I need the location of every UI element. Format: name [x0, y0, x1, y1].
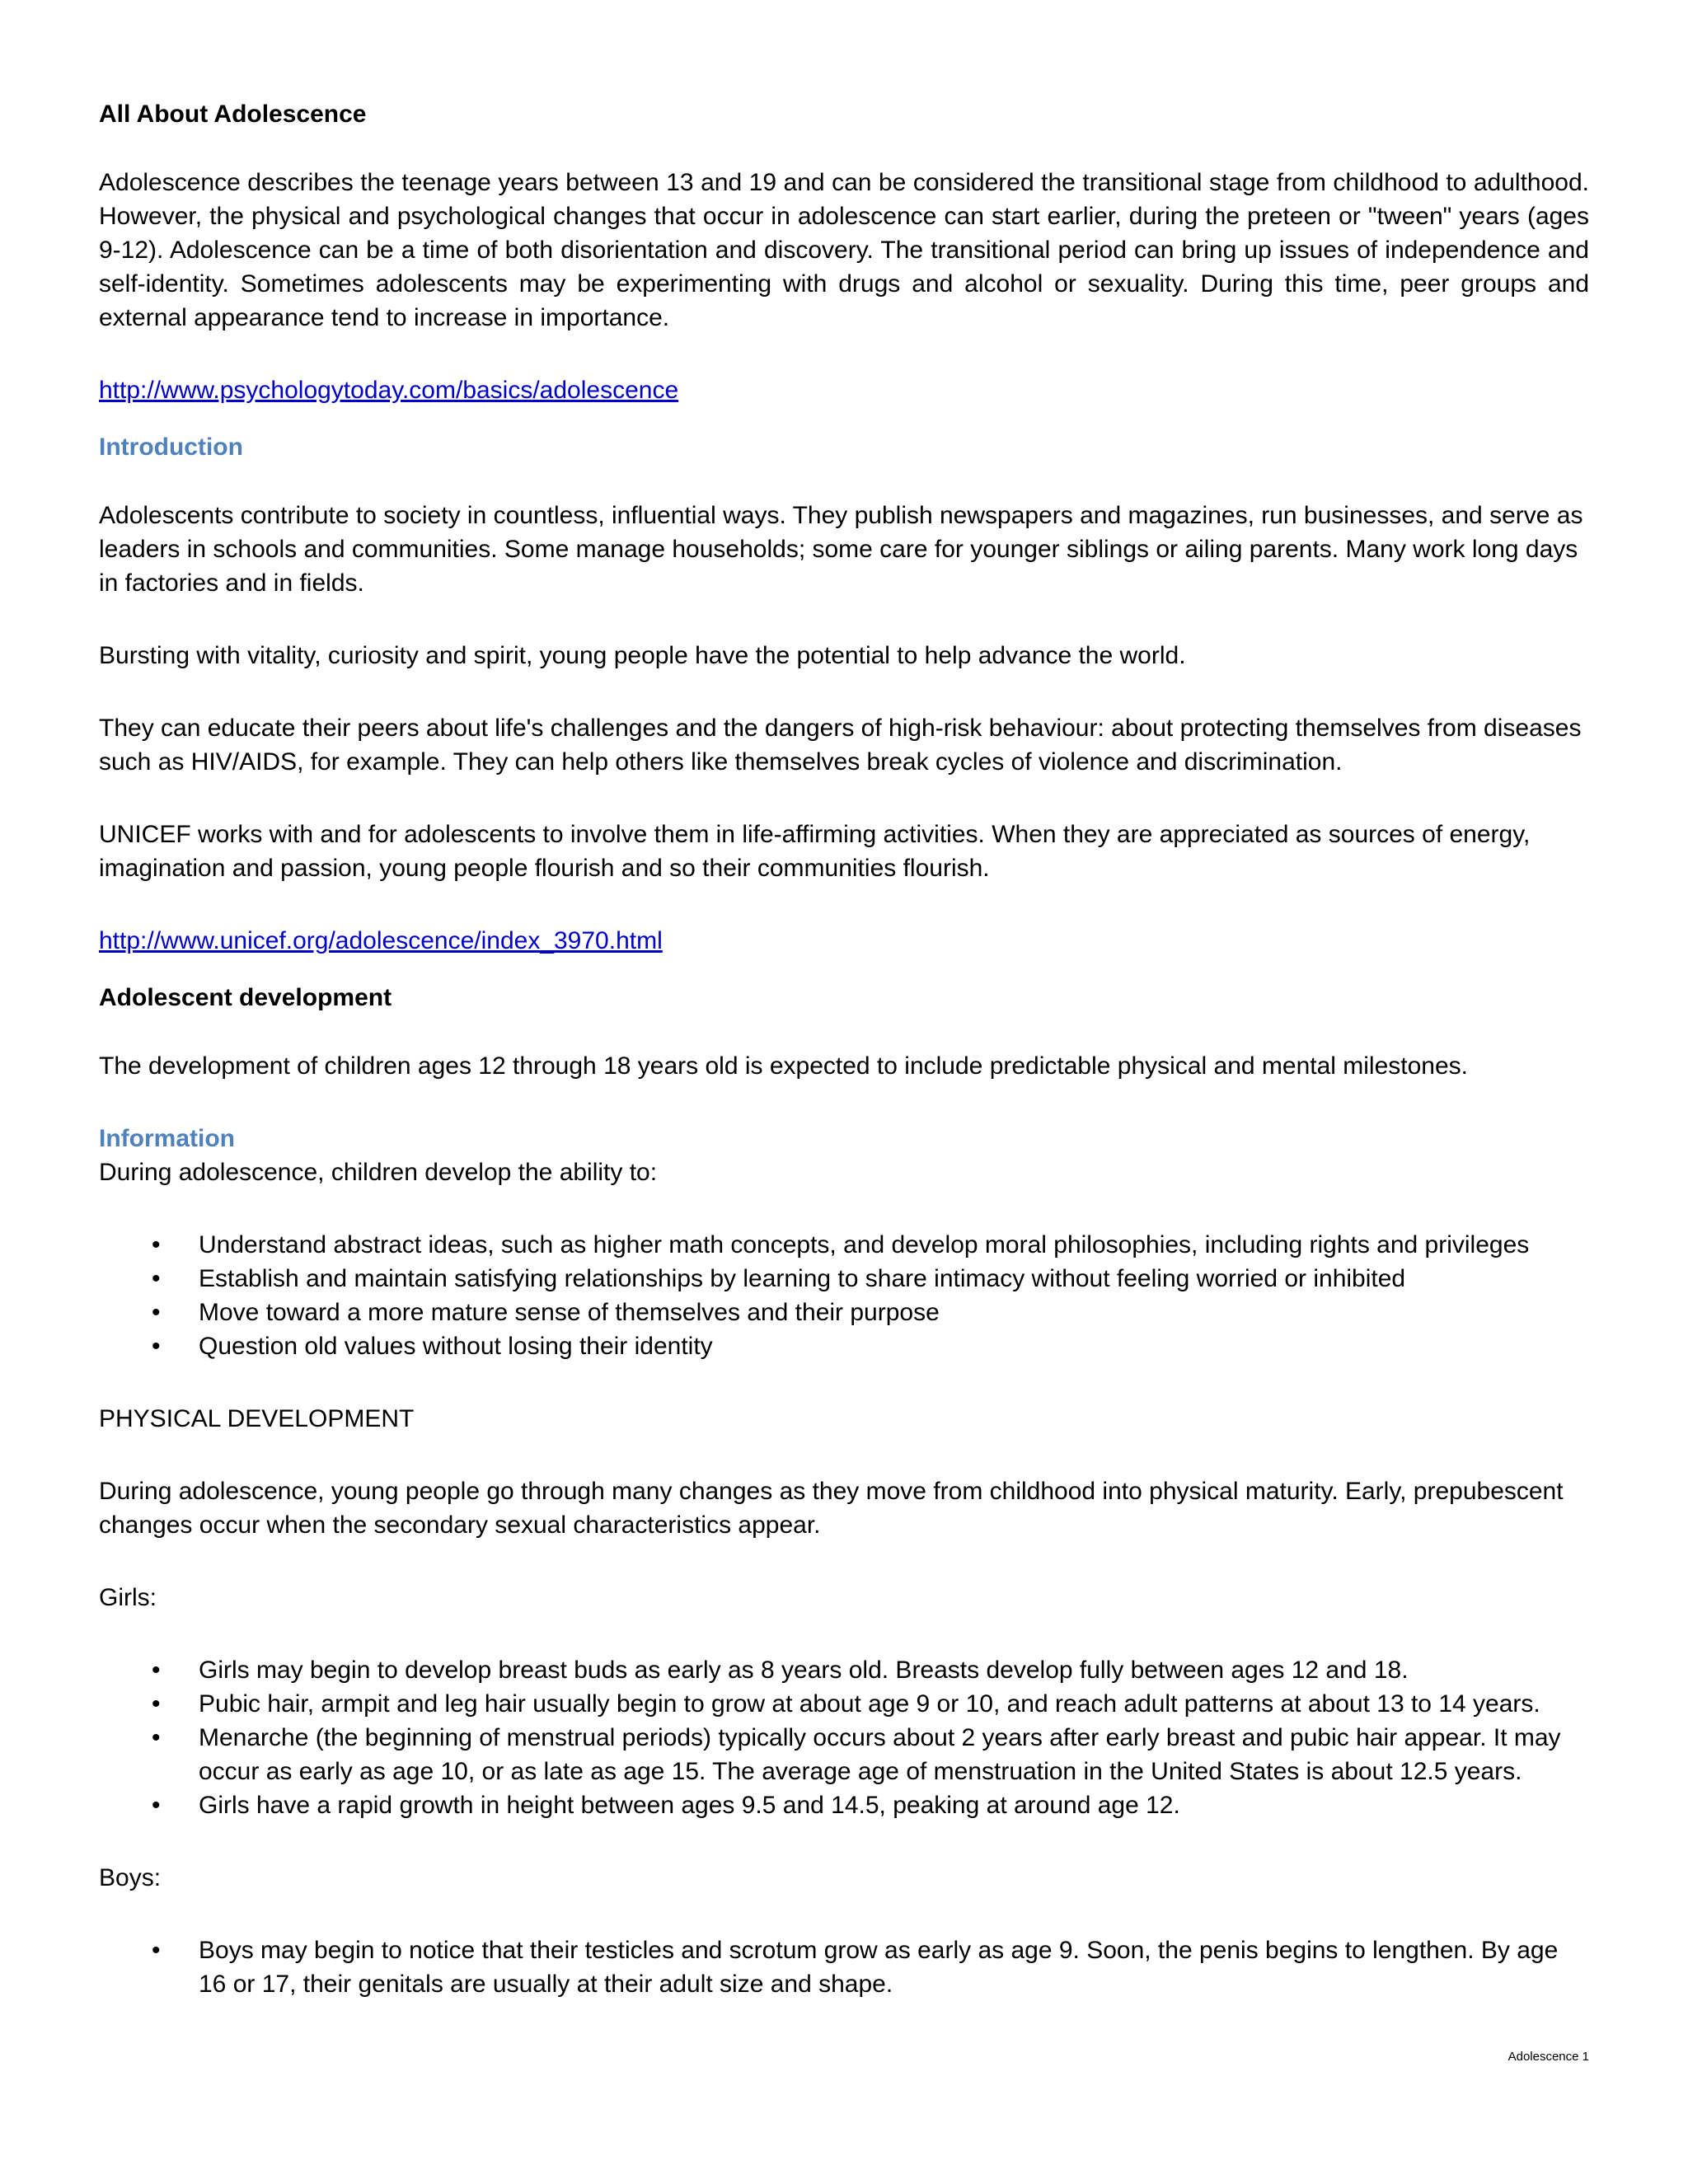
- list-item: [99, 1296, 1589, 1329]
- list-item: [99, 1653, 1589, 1687]
- list-item: [99, 1687, 1589, 1721]
- link-container: [99, 373, 1589, 407]
- list-item-text: Pubic hair, armpit and leg hair usually begin to grow at about age 9 or 10, and reach adult patterns at about 13 to 14 years.: [199, 1690, 1540, 1718]
- document-title: All About Adolescence: [99, 101, 367, 128]
- introduction-heading: Introduction: [99, 434, 243, 461]
- bullet-icon: •: [152, 1690, 161, 1718]
- intro-paragraph: Adolescence describes the teenage years between 13 and 19 and can be considered the transitional stage from childhood to adulthood. However, the physical and psychological changes that occur in adolescence can start earlier, during the preteen or "tween" years (ages 9-12). Adolescence can be a time of both disorientation and discovery. The transitional period can bring up issues of independence and self-identity. Sometimes adolescents may be experimenting with drugs and alcohol or sexuality. During this time, peer groups and external appearance tend to increase in importance.: [99, 169, 1589, 331]
- list-item-text: Boys may begin to notice that their testicles and scrotum grow as early as age 9. Soon, the penis begins to lengthen. By age 16 or 17, their genitals are usually at their adult size and shape.: [199, 1937, 1559, 1998]
- psychologytoday-link[interactable]: http://www.psychologytoday.com/basics/adolescence: [99, 377, 679, 404]
- bullet-icon: •: [152, 1937, 161, 1964]
- girls-label: Girls:: [99, 1584, 157, 1611]
- information-intro: During adolescence, children develop the ability to:: [99, 1159, 658, 1186]
- list-item-text: Girls have a rapid growth in height between ages 9.5 and 14.5, peaking at around age 12.: [199, 1792, 1180, 1819]
- boys-label: Boys:: [99, 1864, 162, 1891]
- list-item-text: Menarche (the beginning of menstrual periods) typically occurs about 2 years after early breast and pubic hair appear. It may occur as early as age 10, or as late as age 15. The average age of menstruation in the United States is about 12.5 years.: [199, 1724, 1561, 1785]
- introduction-paragraph-3: They can educate their peers about life's challenges and the dangers of high-risk behaviour: about protecting themselves from diseases such as HIV/AIDS, for example. They can help others like themselves break cycles of violence and discrimination.: [99, 715, 1582, 776]
- list-item: [99, 1262, 1589, 1296]
- physical-paragraph: During adolescence, young people go through many changes as they move from childhood into physical maturity. Early, prepubescent changes occur when the secondary sexual characteristics appear.: [99, 1478, 1564, 1539]
- bullet-icon: •: [152, 1724, 161, 1751]
- bullet-icon: •: [152, 1792, 161, 1819]
- bullet-icon: •: [152, 1657, 161, 1684]
- list-item: [99, 1788, 1589, 1822]
- list-item: [99, 1933, 1589, 2001]
- development-paragraph: The development of children ages 12 through 18 years old is expected to include predictable physical and mental milestones.: [99, 1052, 1469, 1080]
- list-item-text: Understand abstract ideas, such as higher math concepts, and develop moral philosophies, including rights and privileges: [199, 1231, 1530, 1258]
- physical-development-heading: PHYSICAL DEVELOPMENT: [99, 1405, 415, 1432]
- unicef-link[interactable]: http://www.unicef.org/adolescence/index_3970.html: [99, 927, 663, 954]
- list-item-text: Question old values without losing their identity: [199, 1333, 713, 1360]
- boys-list: [99, 1933, 1589, 2001]
- document-body: [99, 97, 1589, 2040]
- bullet-icon: •: [152, 1265, 161, 1292]
- girls-list: [99, 1653, 1589, 1822]
- list-item-text: Move toward a more mature sense of themselves and their purpose: [199, 1299, 940, 1326]
- abilities-list: [99, 1228, 1589, 1363]
- list-item-text: Girls may begin to develop breast buds as early as 8 years old. Breasts develop fully between ages 12 and 18.: [199, 1657, 1409, 1684]
- information-heading: Information: [99, 1125, 235, 1152]
- introduction-paragraph-1: Adolescents contribute to society in countless, influential ways. They publish newspapers and magazines, run businesses, and serve as leaders in schools and communities. Some manage households; some care for younger siblings or ailing parents. Many work long days in factories and in fields.: [99, 502, 1583, 597]
- bullet-icon: •: [152, 1299, 161, 1326]
- list-item: [99, 1329, 1589, 1363]
- development-heading: Adolescent development: [99, 984, 392, 1011]
- bullet-icon: •: [152, 1231, 161, 1258]
- page-footer: Adolescence 1: [1507, 2050, 1589, 2064]
- list-item-text: Establish and maintain satisfying relationships by learning to share intimacy without feeling worried or inhibited: [199, 1265, 1406, 1292]
- introduction-paragraph-2: Bursting with vitality, curiosity and spirit, young people have the potential to help advance the world.: [99, 642, 1186, 669]
- introduction-paragraph-4: UNICEF works with and for adolescents to involve them in life-affirming activities. When they are appreciated as sources of energy, imagination and passion, young people flourish and so their communities flourish.: [99, 821, 1531, 882]
- list-item: [99, 1721, 1589, 1788]
- list-item: [99, 1228, 1589, 1262]
- link-container: [99, 924, 1589, 958]
- bullet-icon: •: [152, 1333, 161, 1360]
